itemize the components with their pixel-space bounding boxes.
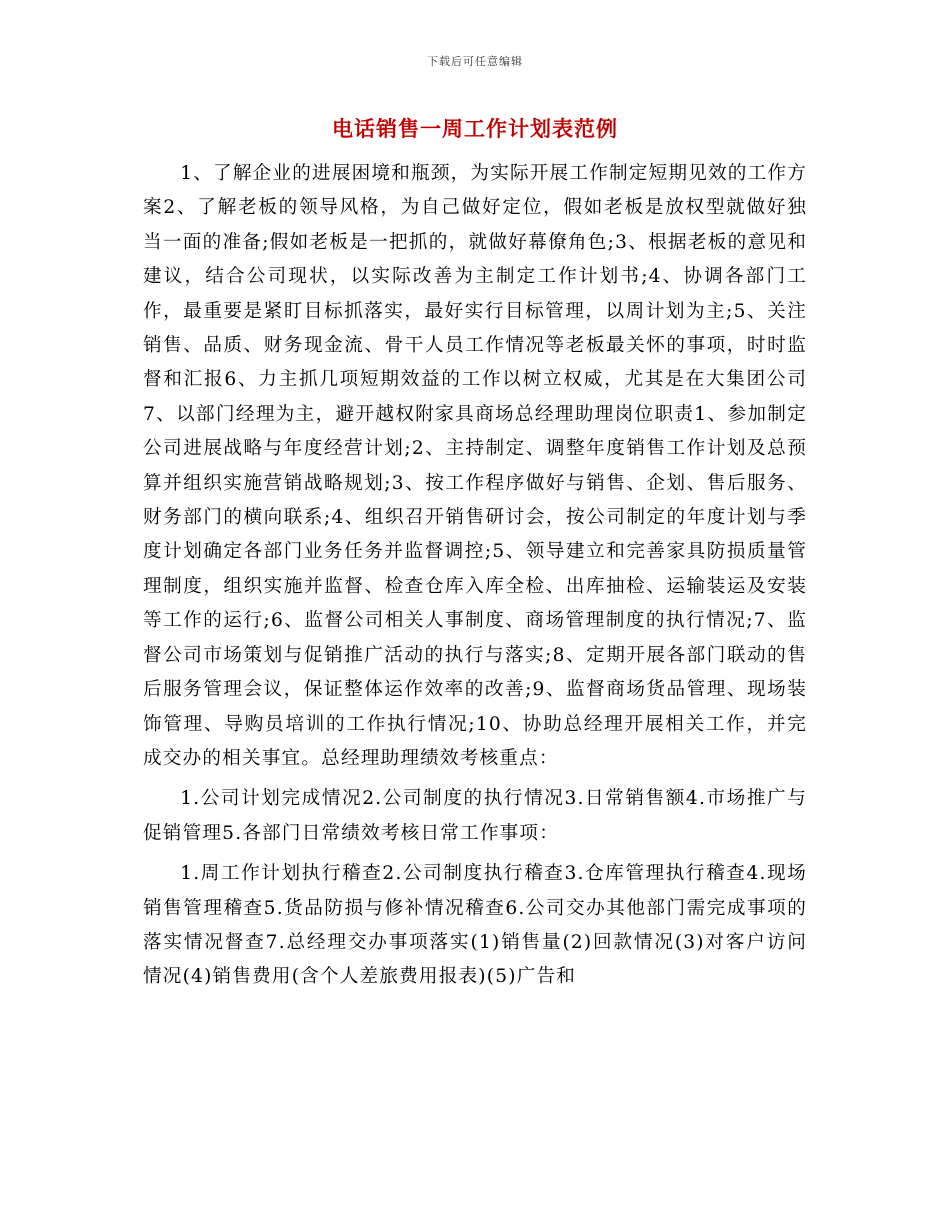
body-paragraph-2: 1.公司计划完成情况2.公司制度的执行情况3.日常销售额4.市场推广与促销管理5.各部门日常绩效考核日常工作事项： bbox=[143, 788, 807, 844]
document-body bbox=[143, 157, 807, 1001]
body-paragraph-1: 1、了解企业的进展困境和瓶颈，为实际开展工作制定短期见效的工作方案2、了解老板的领导风格，为自己做好定位，假如老板是放权型就做好独当一面的准备;假如老板是一把抓的，就做好幕僚角色;3、根据老板的意见和建议，结合公司现状，以实际改善为主制定工作计划书;4、协调各部门工作，最重要是紧盯目标抓落实，最好实行目标管理，以周计划为主;5、关注销售、品质、财务现金流、骨干人员工作情况等老板最关怀的事项，时时监督和汇报6、力主抓几项短期效益的工作以树立权威，尤其是在大集团公司7、以部门经理为主，避开越权附家具商场总经理助理岗位职责1、参加制定公司进展战略与年度经营计划;2、主持制定、调整年度销售工作计划及总预算并组织实施营销战略规划;3、按工作程序做好与销售、企划、售后服务、财务部门的横向联系;4、组织召开销售研讨会，按公司制定的年度计划与季度计划确定各部门业务任务并监督调控;5、领导建立和完善家具防损质量管理制度，组织实施并监督、检查仓库入库全检、出库抽检、运输装运及安装等工作的运行;6、监督公司相关人事制度、商场管理制度的执行情况;7、监督公司市场策划与促销推广活动的执行与落实;8、定期开展各部门联动的售后服务管理会议，保证整体运作效率的改善;9、监督商场货品管理、现场装饰管理、导购员培训的工作执行情况;10、协助总经理开展相关工作，并完成交办的相关事宜。总经理助理绩效考核重点： bbox=[143, 163, 807, 769]
page-header-note: 下载后可任意编辑 bbox=[427, 55, 523, 68]
body-paragraph-3: 1.周工作计划执行稽查2.公司制度执行稽查3.仓库管理执行稽查4.现场销售管理稽查5.货品防损与修补情况稽查6.公司交办其他部门需完成事项的落实情况督查7.总经理交办事项落实(1)销售量(2)回款情况(3)对客户访问情况(4)销售费用(含个人差旅费用报表)(5)广告和 bbox=[143, 863, 807, 988]
document-title: 电话销售一周工作计划表范例 bbox=[332, 117, 618, 141]
